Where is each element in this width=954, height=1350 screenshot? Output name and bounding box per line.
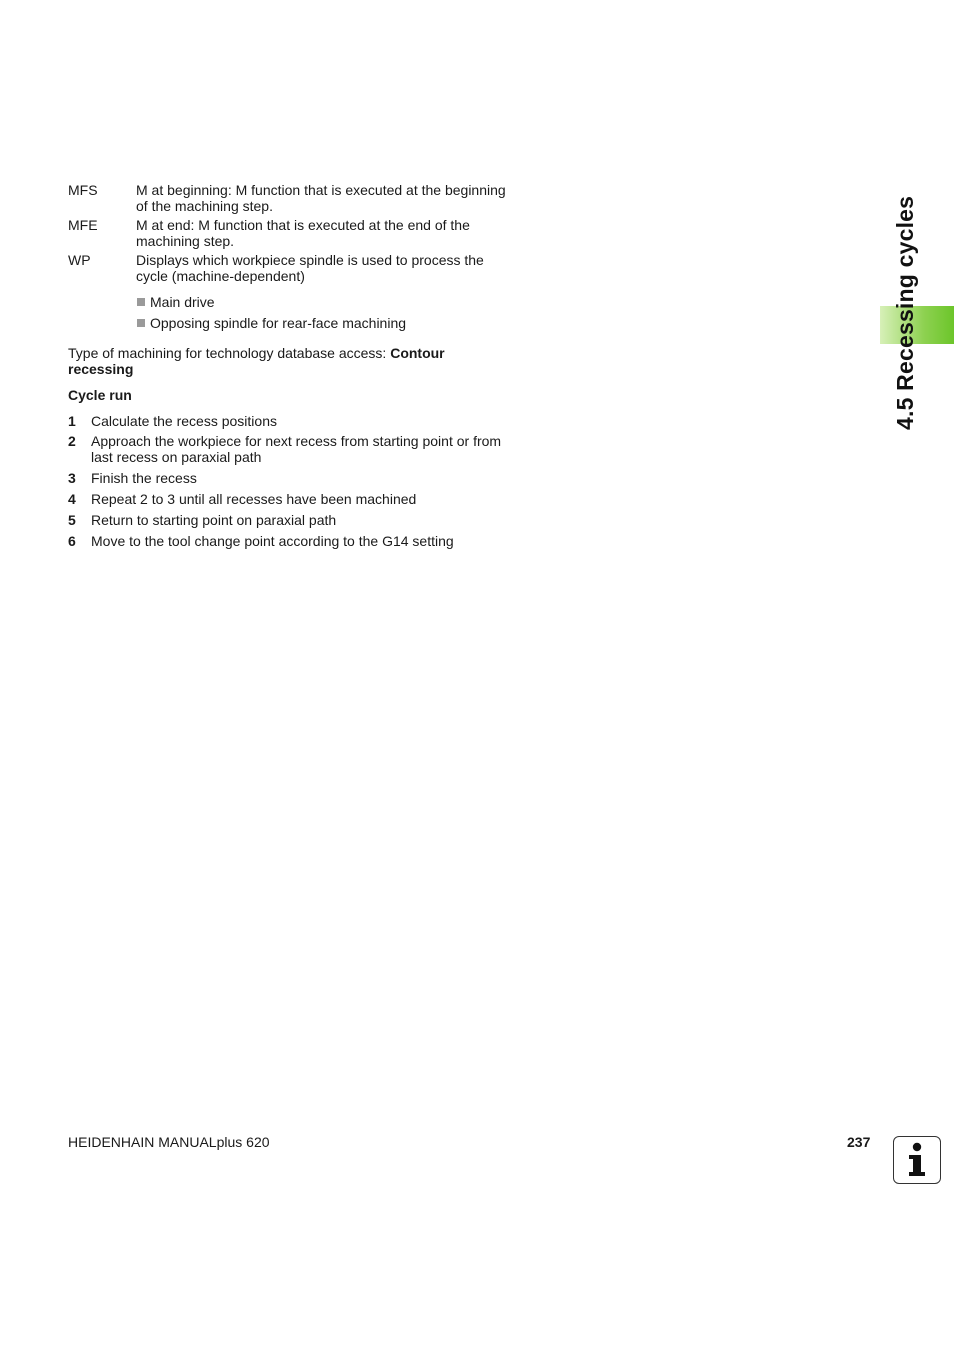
param-desc: Displays which workpiece spindle is used to process the cycle (machine-dependent) bbox=[136, 252, 484, 284]
wp-option-main-drive bbox=[137, 294, 215, 310]
section-title: 4.5 Recessing cycles bbox=[892, 195, 918, 430]
param-desc: M at end: M function that is executed at the end of the machining step. bbox=[136, 217, 470, 249]
wp-option-label: Opposing spindle for rear-face machining bbox=[150, 315, 407, 331]
param-name: MFE bbox=[68, 217, 98, 233]
param-name: MFS bbox=[68, 182, 98, 198]
info-glyph bbox=[906, 1142, 928, 1178]
param-desc: M at beginning: M function that is executed at the beginning of the machining step. bbox=[136, 182, 506, 214]
cycle-run-heading: Cycle run bbox=[68, 387, 132, 403]
tech-db-paragraph bbox=[68, 345, 468, 377]
footer-manual-name: HEIDENHAIN MANUALplus 620 bbox=[68, 1134, 270, 1150]
param-name: WP bbox=[68, 252, 91, 268]
step-number: 2 bbox=[68, 433, 76, 449]
tech-db-prefix: Type of machining for technology database access: bbox=[68, 345, 391, 361]
square-bullet-icon bbox=[137, 319, 145, 327]
step-number: 4 bbox=[68, 491, 76, 507]
step-text: Return to starting point on paraxial path bbox=[91, 512, 337, 528]
tech-db-value: Contour recessing bbox=[68, 345, 445, 377]
wp-option-label: Main drive bbox=[150, 294, 215, 310]
step-text: Calculate the recess positions bbox=[91, 413, 277, 429]
info-icon bbox=[893, 1136, 941, 1184]
step-number: 1 bbox=[68, 413, 76, 429]
step-number: 3 bbox=[68, 470, 76, 486]
step-number: 5 bbox=[68, 512, 76, 528]
step-text: Repeat 2 to 3 until all recesses have been machined bbox=[91, 491, 417, 507]
wp-option-opposing-spindle bbox=[137, 315, 406, 331]
step-text: Approach the workpiece for next recess from starting point or from last recess on paraxial path bbox=[91, 433, 502, 465]
square-bullet-icon bbox=[137, 298, 145, 306]
step-text: Move to the tool change point according to the G14 setting bbox=[91, 533, 454, 549]
step-text: Finish the recess bbox=[91, 470, 197, 486]
page-number: 237 bbox=[847, 1134, 871, 1150]
step-number: 6 bbox=[68, 533, 76, 549]
